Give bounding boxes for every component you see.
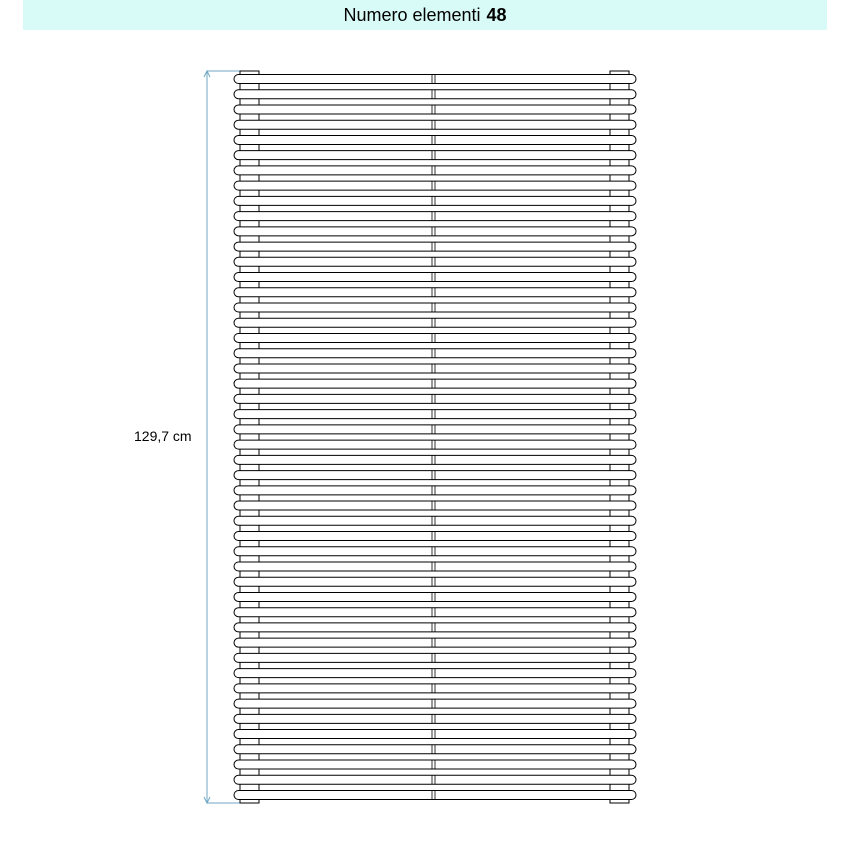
height-dimension-line: [204, 71, 240, 803]
height-dimension-label: 129,7 cm: [134, 428, 192, 444]
radiator-tubes: [234, 75, 636, 800]
elements-count-value: 48: [486, 4, 507, 25]
elements-count-label: Numero elementi: [343, 4, 481, 25]
